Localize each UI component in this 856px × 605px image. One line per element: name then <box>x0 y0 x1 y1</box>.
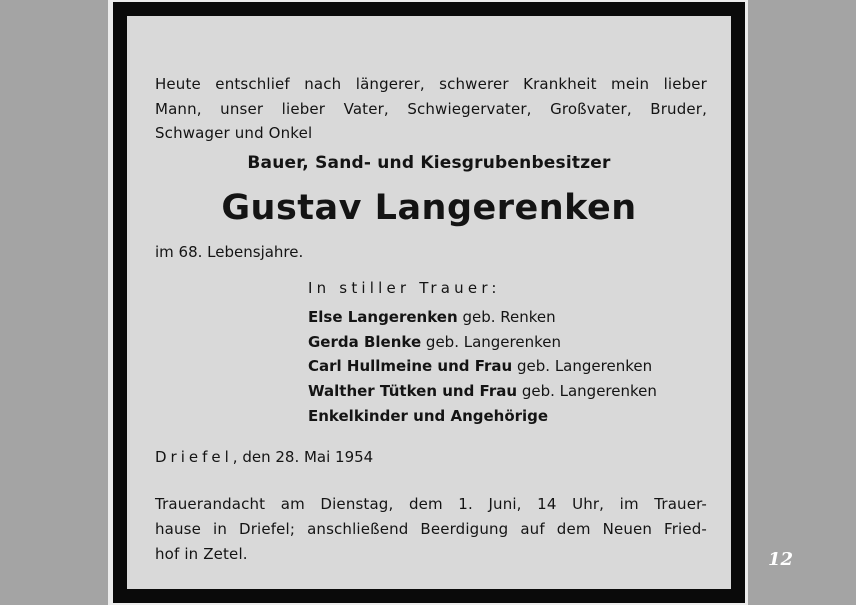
mourners-list <box>308 305 657 429</box>
date-text: , den 28. Mai 1954 <box>232 448 374 466</box>
mourner-name: Enkelkinder und Angehörige <box>308 406 549 425</box>
death-notice <box>113 2 745 603</box>
mourner-name: Carl Hullmeine und Frau <box>308 357 513 376</box>
intro-text <box>155 72 707 146</box>
service-line: hof in Zetel. <box>155 545 248 563</box>
place-date-line <box>155 448 373 466</box>
mourner-entry <box>308 330 657 355</box>
service-line: Trauerandacht am Dienstag, dem 1. Juni, 14 Uhr, im Trauer- <box>155 495 707 513</box>
service-line: hause in Driefel; anschließend Beerdigung auf dem Neuen Fried- <box>155 520 707 538</box>
place-name: Driefel <box>155 448 233 466</box>
mourner-entry <box>308 305 657 330</box>
page-number: 12 <box>768 549 794 570</box>
service-text <box>155 492 707 567</box>
mourner-entry <box>308 379 657 404</box>
mourner-entry <box>308 354 657 379</box>
mourning-heading: In stiller Trauer: <box>308 279 501 297</box>
mourner-name: Gerda Blenke <box>308 332 422 351</box>
intro-line: Mann, unser lieber Vater, Schwiegervater, Großvater, Bruder, <box>155 99 707 118</box>
mourner-name: Walther Tütken und Frau <box>308 382 518 401</box>
mourner-suffix: geb. Langerenken <box>517 357 653 376</box>
mourner-suffix: geb. Langerenken <box>425 332 561 351</box>
deceased-name: Gustav Langerenken <box>221 188 637 228</box>
intro-line: Schwager und Onkel <box>155 124 313 142</box>
mourner-name: Else Langerenken <box>308 308 458 326</box>
intro-line: Heute entschlief nach längerer, schwerer Krankheit mein lieber <box>155 75 707 93</box>
age-line: im 68. Lebensjahre. <box>155 243 304 261</box>
mourner-suffix: geb. Langerenken <box>521 382 657 401</box>
mourner-entry <box>308 404 657 429</box>
mourner-suffix: geb. Renken <box>462 308 556 326</box>
occupation: Bauer, Sand- und Kiesgrubenbesitzer <box>247 153 611 173</box>
